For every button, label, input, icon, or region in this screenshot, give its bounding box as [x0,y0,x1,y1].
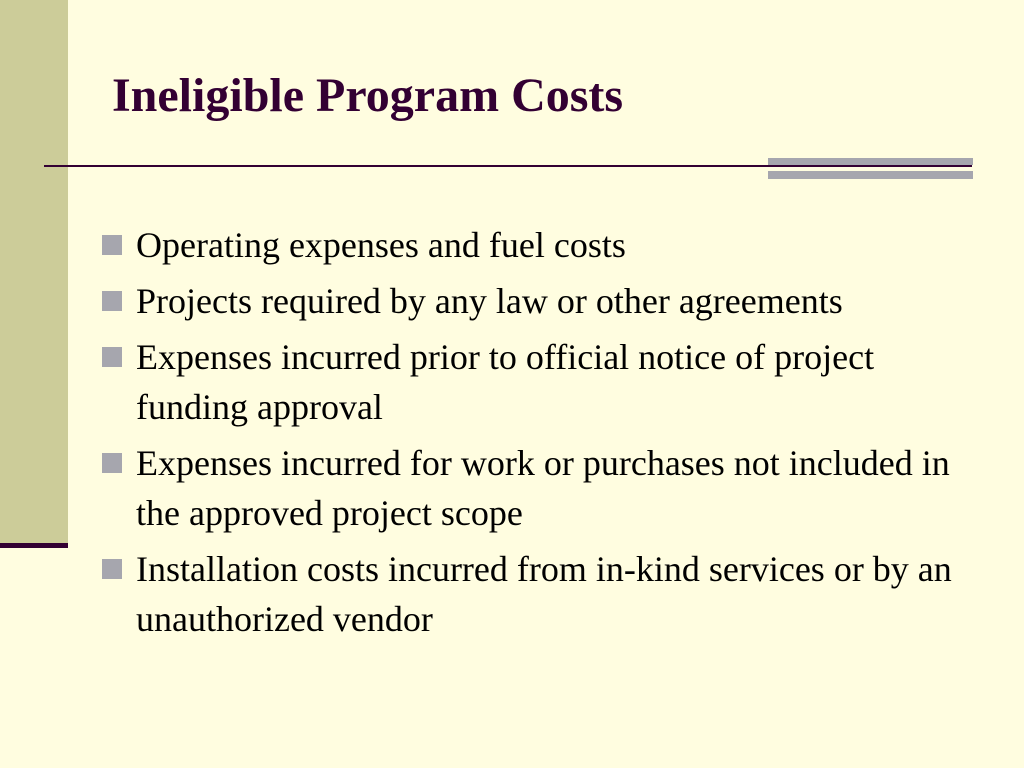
bullet-text: Expenses incurred for work or purchases not included in the approved project scope [136,443,950,533]
square-bullet-icon [102,235,122,255]
bullet-item-expenses-prior-to-approval [100,332,980,432]
title-divider-stripes [768,158,973,179]
slide-title: Ineligible Program Costs [112,69,624,122]
bullet-list [100,220,980,650]
square-bullet-icon [102,453,122,473]
bullet-item-projects-required-by-law [100,276,980,326]
bullet-item-expenses-outside-scope [100,438,980,538]
square-bullet-icon [102,291,122,311]
square-bullet-icon [102,347,122,367]
square-bullet-icon [102,559,122,579]
bullet-item-installation-costs [100,544,980,644]
bullet-text: Expenses incurred prior to official notice of project funding approval [136,337,875,427]
left-sidebar-accent-line [0,543,68,548]
bullet-text: Operating expenses and fuel costs [136,225,626,265]
divider-stripe-bottom [768,171,973,179]
bullet-text: Installation costs incurred from in-kind services or by an unauthorized vendor [136,549,952,639]
left-sidebar-bar [0,0,68,546]
bullet-item-operating-expenses [100,220,980,270]
bullet-text: Projects required by any law or other agreements [136,281,843,321]
divider-stripe-top [768,158,973,165]
